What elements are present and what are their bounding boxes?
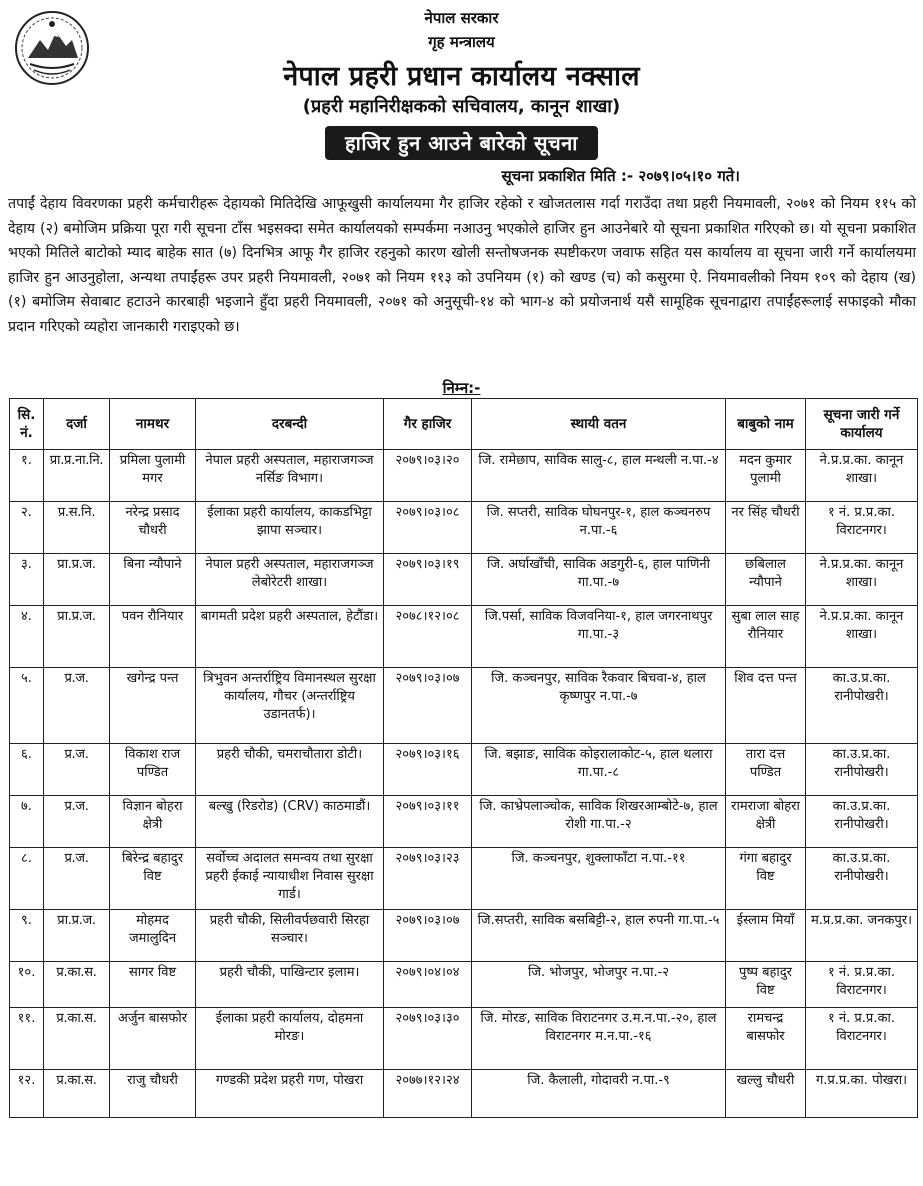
issuing-office-cell: ने.प्र.प्र.का. कानून शाखा। bbox=[806, 554, 918, 606]
government-title: नेपाल सरकार bbox=[424, 9, 499, 27]
address-cell: जि. सप्तरी, साविक घोघनपुर-१, हाल कञ्चनरुप न.पा.-६ bbox=[472, 502, 726, 554]
posting-cell: त्रिभुवन अन्तर्राष्ट्रिय विमानस्थल सुरक्षा कार्यालय, गौचर (अन्तर्राष्ट्रिय उडानतर्फ)। bbox=[196, 668, 384, 744]
table-row bbox=[10, 796, 918, 848]
published-date: सूचना प्रकाशित मिति :- २०७९।०५।१० गते। bbox=[501, 167, 740, 185]
issuing-office-cell: १ नं. प्र.प्र.का. विराटनगर। bbox=[806, 962, 918, 1008]
ministry-title: गृह मन्त्रालय bbox=[428, 33, 495, 51]
name-cell: विकाश राज पण्डित bbox=[110, 744, 196, 796]
serial-cell: ९. bbox=[10, 910, 44, 962]
serial-cell: ६. bbox=[10, 744, 44, 796]
serial-cell: १. bbox=[10, 450, 44, 502]
absent-date-cell: २०७९।०३।११ bbox=[384, 796, 472, 848]
rank-cell: प्र.स.नि. bbox=[44, 502, 110, 554]
rank-cell: प्रा.प्र.ज. bbox=[44, 910, 110, 962]
father-name-cell: नर सिंह चौधरी bbox=[726, 502, 806, 554]
name-cell: विज्ञान बोहरा क्षेत्री bbox=[110, 796, 196, 848]
column-header: सूचना जारी गर्ने कार्यालय bbox=[806, 399, 918, 450]
serial-cell: २. bbox=[10, 502, 44, 554]
rank-cell: प्र.का.स. bbox=[44, 1008, 110, 1070]
address-cell: जि. कञ्चनपुर, शुक्लाफाँटा न.पा.-११ bbox=[472, 848, 726, 910]
posting-cell: ईलाका प्रहरी कार्यालय, काकडभिट्टा झापा सञ्चार। bbox=[196, 502, 384, 554]
column-header: दरबन्दी bbox=[196, 399, 384, 450]
posting-cell: बागमती प्रदेश प्रहरी अस्पताल, हेटौंडा। bbox=[196, 606, 384, 668]
address-cell: जि. रामेछाप, साविक सालु-८, हाल मन्थली न.पा.-४ bbox=[472, 450, 726, 502]
name-cell: पवन रौनियार bbox=[110, 606, 196, 668]
father-name-cell: गंगा बहादुर विष्ट bbox=[726, 848, 806, 910]
father-name-cell: रामराजा बोहरा क्षेत्री bbox=[726, 796, 806, 848]
absent-date-cell: २०७९।०३।१९ bbox=[384, 554, 472, 606]
issuing-office-cell: ने.प्र.प्र.का. कानून शाखा। bbox=[806, 450, 918, 502]
address-cell: जि. मोरङ, साविक विराटनगर उ.म.न.पा.-२०, हाल विराटनगर म.न.पा.-१६ bbox=[472, 1008, 726, 1070]
serial-cell: ४. bbox=[10, 606, 44, 668]
issuing-office-cell: का.उ.प्र.का. रानीपोखरी। bbox=[806, 744, 918, 796]
address-cell: जि. कैलाली, गोदावरी न.पा.-९ bbox=[472, 1070, 726, 1118]
rank-cell: प्र.ज. bbox=[44, 744, 110, 796]
table-row bbox=[10, 1070, 918, 1118]
father-name-cell: छबिलाल न्यौपाने bbox=[726, 554, 806, 606]
rank-cell: प्र.ज. bbox=[44, 848, 110, 910]
address-cell: जि. बझाङ, साविक कोइरालाकोट-५, हाल थलारा गा.पा.-८ bbox=[472, 744, 726, 796]
rank-cell: प्र.का.स. bbox=[44, 962, 110, 1008]
posting-cell: प्रहरी चौकी, पाखिन्टार इलाम। bbox=[196, 962, 384, 1008]
notice-title: हाजिर हुन आउने बारेको सूचना bbox=[325, 126, 598, 160]
name-cell: सागर विष्ट bbox=[110, 962, 196, 1008]
table-row bbox=[10, 554, 918, 606]
table-row bbox=[10, 606, 918, 668]
posting-cell: ईलाका प्रहरी कार्यालय, दोहमना मोरङ। bbox=[196, 1008, 384, 1070]
father-name-cell: पुष्प बहादुर विष्ट bbox=[726, 962, 806, 1008]
serial-cell: ११. bbox=[10, 1008, 44, 1070]
table-row bbox=[10, 848, 918, 910]
absent-date-cell: २०७९।०३।०८ bbox=[384, 502, 472, 554]
office-title: नेपाल प्रहरी प्रधान कार्यालय नक्साल bbox=[283, 61, 640, 92]
list-heading: निम्न:- bbox=[442, 379, 481, 397]
issuing-office-cell: का.उ.प्र.का. रानीपोखरी। bbox=[806, 668, 918, 744]
address-cell: जि. कञ्चनपुर, साविक रैकवार बिचवा-४, हाल कृष्णपुर न.पा.-७ bbox=[472, 668, 726, 744]
column-header: गैर हाजिर bbox=[384, 399, 472, 450]
rank-cell: प्रा.प्र.ज. bbox=[44, 606, 110, 668]
column-header: सि. नं. bbox=[10, 399, 44, 450]
serial-cell: १२. bbox=[10, 1070, 44, 1118]
absent-date-cell: २०७९।०३।३० bbox=[384, 1008, 472, 1070]
column-header: बाबुको नाम bbox=[726, 399, 806, 450]
name-cell: अर्जुन बासफोर bbox=[110, 1008, 196, 1070]
father-name-cell: खल्लु चौधरी bbox=[726, 1070, 806, 1118]
name-cell: बिना न्यौपाने bbox=[110, 554, 196, 606]
posting-cell: गण्डकी प्रदेश प्रहरी गण, पोखरा bbox=[196, 1070, 384, 1118]
absent-date-cell: २०७९।०४।०४ bbox=[384, 962, 472, 1008]
rank-cell: प्र.का.स. bbox=[44, 1070, 110, 1118]
table-row bbox=[10, 502, 918, 554]
serial-cell: ५. bbox=[10, 668, 44, 744]
secretariat-subtitle: (प्रहरी महानिरीक्षकको सचिवालय, कानून शाखा) bbox=[302, 96, 621, 117]
issuing-office-cell: ने.प्र.प्र.का. कानून शाखा। bbox=[806, 606, 918, 668]
posting-cell: बल्खु (रिडरोड) (CRV) काठमाडौं। bbox=[196, 796, 384, 848]
column-header: दर्जा bbox=[44, 399, 110, 450]
absent-personnel-table bbox=[9, 398, 918, 1118]
rank-cell: प्र.ज. bbox=[44, 796, 110, 848]
name-cell: खगेन्द्र पन्त bbox=[110, 668, 196, 744]
father-name-cell: ईस्लाम मियाँ bbox=[726, 910, 806, 962]
father-name-cell: तारा दत्त पण्डित bbox=[726, 744, 806, 796]
absent-date-cell: २०७७।१२।२४ bbox=[384, 1070, 472, 1118]
issuing-office-cell: म.प्र.प्र.का. जनकपुर। bbox=[806, 910, 918, 962]
table-header-row bbox=[10, 399, 918, 450]
table-row bbox=[10, 668, 918, 744]
intro-paragraph: तपाईं देहाय विवरणका प्रहरी कर्मचारीहरू देहायको मितिदेखि आफूखुसी कार्यालयमा गैर हाजिर रहेको र खोजतलास गर्दा गराउँदा तथा प्रहरी नियमावली, २०७१ को नियम ११५ को देहाय (२) बमोजिम प्रक्रिया पूरा गरी सूचना टाँस भइसक्दा समेत कार्यालयको सम्पर्कमा नआउनु भएकोले हाजिर हुन आउनेबारे यो सूचना प्रकाशित गरिएको छ। यो सूचना प्रकाशित भएको मितिले बाटोको म्याद बाहेक सात (७) दिनभित्र आफू गैर हाजिर रहनुको कारण खोली सन्तोषजनक स्पष्टीकरण जवाफ सहित यस कार्यालय वा सूचना जारी गर्ने कार्यालयमा हाजिर हुन आउनुहोला, अन्यथा तपाईंहरू उपर प्रहरी नियमावली, २०७१ को नियम ११३ को उपनियम (१) को खण्ड (च) को कसुरमा ऐ. नियमावलीको नियम १०९ को देहाय (ख) (१) बमोजिम सेवाबाट हटाउने कारबाही भइजाने हुँदा प्रहरी नियमावली, २०७१ को अनुसूची-१४ को भाग-४ को प्रयोजनार्थ यसै सामूहिक सूचनाद्वारा तपाईंहरूलाई सफाइको मौका प्रदान गरिएको व्यहोरा जानकारी गराइएको छ। bbox=[8, 196, 916, 335]
serial-cell: ३. bbox=[10, 554, 44, 606]
column-header: स्थायी वतन bbox=[472, 399, 726, 450]
table-row bbox=[10, 744, 918, 796]
father-name-cell: शिव दत्त पन्त bbox=[726, 668, 806, 744]
issuing-office-cell: ग.प्र.प्र.का. पोखरा। bbox=[806, 1070, 918, 1118]
rank-cell: प्र.ज. bbox=[44, 668, 110, 744]
posting-cell: प्रहरी चौकी, सिलीवर्पछवारी सिरहा सञ्चार। bbox=[196, 910, 384, 962]
rank-cell: प्रा.प्र.ना.नि. bbox=[44, 450, 110, 502]
absent-date-cell: २०७९।०३।०७ bbox=[384, 668, 472, 744]
posting-cell: नेपाल प्रहरी अस्पताल, महाराजगञ्ज लेबोरेटरी शाखा। bbox=[196, 554, 384, 606]
absent-date-cell: २०७८।१२।०८ bbox=[384, 606, 472, 668]
table-row bbox=[10, 450, 918, 502]
address-cell: जि.पर्सा, साविक विजवनिया-१, हाल जगरनाथपुर गा.पा.-३ bbox=[472, 606, 726, 668]
table-body bbox=[10, 450, 918, 1118]
absent-date-cell: २०७९।०३।२३ bbox=[384, 848, 472, 910]
name-cell: प्रमिला पुलामी मगर bbox=[110, 450, 196, 502]
address-cell: जि. अर्घाखाँची, साविक अडगुरी-६, हाल पाणिनी गा.पा.-७ bbox=[472, 554, 726, 606]
address-cell: जि. भोजपुर, भोजपुर न.पा.-२ bbox=[472, 962, 726, 1008]
posting-cell: सर्वोच्च अदालत समन्वय तथा सुरक्षा प्रहरी ईकाई न्यायाधीश निवास सुरक्षा गार्ड। bbox=[196, 848, 384, 910]
column-header: नामथर bbox=[110, 399, 196, 450]
serial-cell: ८. bbox=[10, 848, 44, 910]
issuing-office-cell: १ नं. प्र.प्र.का. विराटनगर। bbox=[806, 1008, 918, 1070]
table-row bbox=[10, 962, 918, 1008]
name-cell: राजु चौधरी bbox=[110, 1070, 196, 1118]
rank-cell: प्रा.प्र.ज. bbox=[44, 554, 110, 606]
absent-date-cell: २०७९।०३।०७ bbox=[384, 910, 472, 962]
name-cell: मोहमद जमालुदिन bbox=[110, 910, 196, 962]
address-cell: जि.सप्तरी, साविक बसबिट्टी-२, हाल रुपनी गा.पा.-५ bbox=[472, 910, 726, 962]
serial-cell: ७. bbox=[10, 796, 44, 848]
issuing-office-cell: का.उ.प्र.का. रानीपोखरी। bbox=[806, 848, 918, 910]
name-cell: नरेन्द्र प्रसाद चौधरी bbox=[110, 502, 196, 554]
notice-banner bbox=[0, 126, 923, 160]
issuing-office-cell: १ नं. प्र.प्र.का. विराटनगर। bbox=[806, 502, 918, 554]
address-cell: जि. काभ्रेपलाञ्चोक, साविक शिखरआम्बोटे-७, हाल रोशी गा.पा.-२ bbox=[472, 796, 726, 848]
father-name-cell: रामचन्द्र बासफोर bbox=[726, 1008, 806, 1070]
table-row bbox=[10, 1008, 918, 1070]
posting-cell: प्रहरी चौकी, चमराचौतारा डोटी। bbox=[196, 744, 384, 796]
table-row bbox=[10, 910, 918, 962]
serial-cell: १०. bbox=[10, 962, 44, 1008]
posting-cell: नेपाल प्रहरी अस्पताल, महाराजगञ्ज नर्सिङ विभाग। bbox=[196, 450, 384, 502]
issuing-office-cell: का.उ.प्र.का. रानीपोखरी। bbox=[806, 796, 918, 848]
name-cell: बिरेन्द्र बहादुर विष्ट bbox=[110, 848, 196, 910]
father-name-cell: मदन कुमार पुलामी bbox=[726, 450, 806, 502]
absent-date-cell: २०७९।०३।२० bbox=[384, 450, 472, 502]
absent-date-cell: २०७९।०३।१६ bbox=[384, 744, 472, 796]
father-name-cell: सुबा लाल साह रौनियार bbox=[726, 606, 806, 668]
